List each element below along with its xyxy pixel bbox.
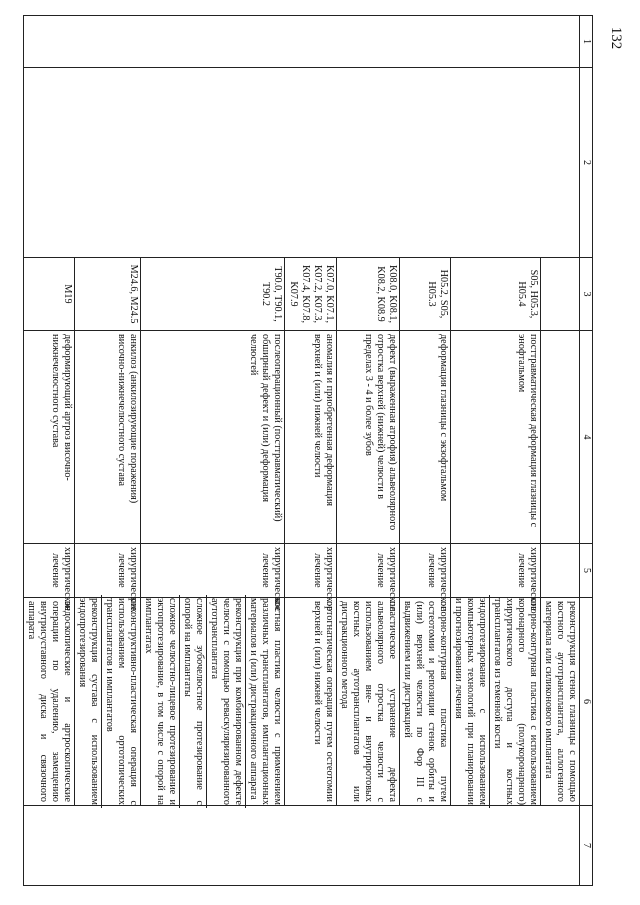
method-cell: опорно-контурная пластика путем остеотомии и репозиции стенок орбиты и (или) верхней челюсти по Фор III с выдвижением или дистракцией [399,598,450,806]
codes-cell [541,258,580,331]
table-body [23,16,579,886]
method-cell: ортогнатическая операция путем остеотомии верхней и (или) нижней челюсти [285,598,336,806]
codes-cell: K08.0, K08.1, K08.2, K08.9 [336,258,399,331]
column-header: 6 [580,598,593,806]
treatment-cell: хирургическое лечение [285,544,336,598]
table-row [541,16,580,886]
method-item: сложное зубочелюстное протезирование с опорой на имплантаты [180,595,207,808]
diagnosis-cell [541,331,580,544]
diagnosis-cell: анкилоз (анкилозирующие поражения) височно-нижнечелюстного сустава [74,331,140,544]
column-header: 7 [580,806,593,886]
column-header: 3 [580,258,593,331]
column-header: 1 [580,16,593,68]
codes-cell: S05, H05.3, H05.4 [450,258,540,331]
method-item: реконструктивно-пластическая операция с использованием ортотопических трансплантатов и имплантатов [104,598,140,805]
treatment-cell: хирургическое лечение [74,544,140,598]
codes-cell: M19 [23,258,74,331]
treatment-cell: хирургическое лечение [336,544,399,598]
table-cell-col1 [23,16,579,68]
method-item: эндопротезирование с использованием компьютерных технологий при планировании и прогнозировании лечения [451,595,490,808]
codes-cell: M24.6, M24.5 [74,258,140,331]
column-header: 4 [580,331,593,544]
rotated-table-container [25,15,593,885]
methods-cell [450,598,540,806]
codes-cell: H05.2, S05, H05.3 [399,258,450,331]
column-number-row [580,16,593,886]
method-cell: реконструкция стенок глазницы с помощью костного аутотрансплантата, аллогенного материала или силиконового имплантата [541,598,580,806]
codes-cell: K07.0, K07.1, K07.2, K07.3, K07.4, K07.8, K07.9 [285,258,336,331]
diagnosis-cell: деформация глазницы с экзофтальмом [399,331,450,544]
column-header: 2 [580,68,593,258]
method-cell: эндоскопические и артроскопические операции по удалению, замещению внутрисуставного диска и связочного аппарата [23,598,74,806]
method-item: опорно-контурная пластика с использованием коронарного (полукоронарного) хирургического доступа и костных трансплантатов из теменной кости [492,598,540,805]
methods-cell [74,598,140,806]
method-item: реконструкция при комбинированном дефекте челюсти с помощью реваскуляризированного аутотрансплантата [207,595,246,808]
diagnosis-cell: послеоперационный (посттравматический) обширный дефект и (или) деформация челюстей [141,331,285,544]
treatment-cell: хирургическое лечение [23,544,74,598]
codes-cell: T90.0, T90.1, T90.2 [141,258,285,331]
method-item: реконструкция сустава с использованием эндопротезирования [75,595,102,808]
page-number: 132 [608,26,625,50]
method-cell: пластическое устранение дефекта альвеолярного отростка челюсти с использованием вне- и внутриротовых костных аутотрансплантатов или дистракционного метода [336,598,399,806]
method-item: сложное челюстно-лицевое протезирование и эктопротезирование, в том числе с опорой на имплантатах [141,595,180,808]
method-item: костная пластика челюсти с применением различных трансплантатов, имплантационных материалов и (или) дистракционного аппарата [248,598,284,805]
diagnosis-cell: дефект (выраженная атрофия) альвеолярного отростка верхней (нижней) челюсти в пределах 3 - 4 и более зубов [336,331,399,544]
medical-procedures-table [23,15,593,886]
table-cell-col7 [23,806,579,886]
table-cell-col2 [23,68,579,258]
treatment-cell: хирургическое лечение [399,544,450,598]
treatment-cell: хирургическое лечение [450,544,540,598]
methods-cell [141,598,285,806]
treatment-cell: хирургическое лечение [141,544,285,598]
diagnosis-cell: деформирующий артроз височно-нижнечелюстного сустава [23,331,74,544]
diagnosis-cell: посттравматическая деформация глазницы с энофтальмом [450,331,540,544]
treatment-cell [541,544,580,598]
diagnosis-cell: аномалия и приобретенная деформация верхней и (или) нижней челюсти [285,331,336,544]
column-header: 5 [580,544,593,598]
